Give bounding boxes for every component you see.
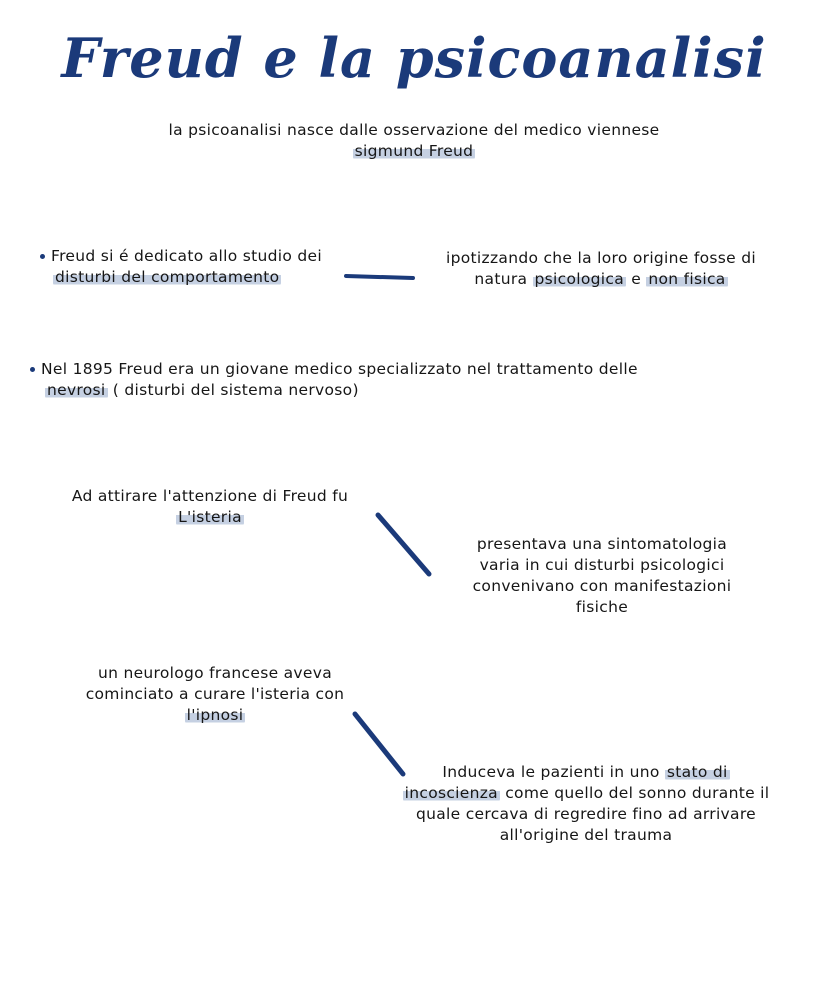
- intro-line: la psicoanalisi nasce dalle osservazione del medico viennese: [168, 121, 660, 139]
- block2-line: Nel 1895 Freud era un giovane medico specializzato nel trattamento delle: [41, 360, 638, 378]
- block3-right-line-2: varia in cui disturbi psicologici: [479, 556, 725, 574]
- block4-left-line-2: cominciato a curare l'isteria con: [85, 685, 345, 703]
- connector-line-1: [346, 276, 413, 278]
- block4-right-highlight-2: incoscienza: [404, 784, 498, 802]
- block4-right-line2: come quello del sonno durante il: [505, 784, 770, 802]
- block1-right-highlight-1: psicologica: [534, 270, 625, 288]
- block4-left-line-1: un neurologo francese aveva: [97, 664, 333, 682]
- block1-right-mid: e: [631, 270, 642, 288]
- block1-left-line: Freud si é dedicato allo studio dei: [51, 247, 322, 265]
- block3-right-line-1: presentava una sintomatologia: [476, 535, 728, 553]
- intro-name: sigmund Freud: [354, 142, 474, 160]
- block3-right-line-3: convenivano con manifestazioni: [472, 577, 732, 595]
- block3-left-line: Ad attirare l'attenzione di Freud fu: [71, 487, 349, 505]
- page-title: Freud e la psicoanalisi: [61, 26, 767, 90]
- block2-rest: ( disturbi del sistema nervoso): [112, 381, 359, 399]
- block3-left-highlight: L'isteria: [178, 508, 242, 526]
- connector-line-3: [355, 714, 403, 774]
- block4-left-highlight: l'ipnosi: [186, 706, 244, 724]
- connector-line-2: [378, 515, 429, 574]
- block1-right-pre: natura: [474, 270, 528, 288]
- block3-right-line-4: fisiche: [575, 598, 629, 616]
- block4-right-line4: all'origine del trauma: [499, 826, 673, 844]
- block4-right-line3: quale cercava di regredire fino ad arrivare: [415, 805, 756, 823]
- block1-right-highlight-2: non fisica: [648, 270, 726, 288]
- block1-right-line: ipotizzando che la loro origine fosse di: [446, 249, 756, 267]
- block1-left-highlight: disturbi del comportamento: [55, 268, 280, 286]
- block4-right-highlight-1: stato di: [666, 763, 728, 781]
- block2-highlight: nevrosi: [47, 381, 106, 399]
- block4-right-line1: Induceva le pazienti in uno: [442, 763, 660, 781]
